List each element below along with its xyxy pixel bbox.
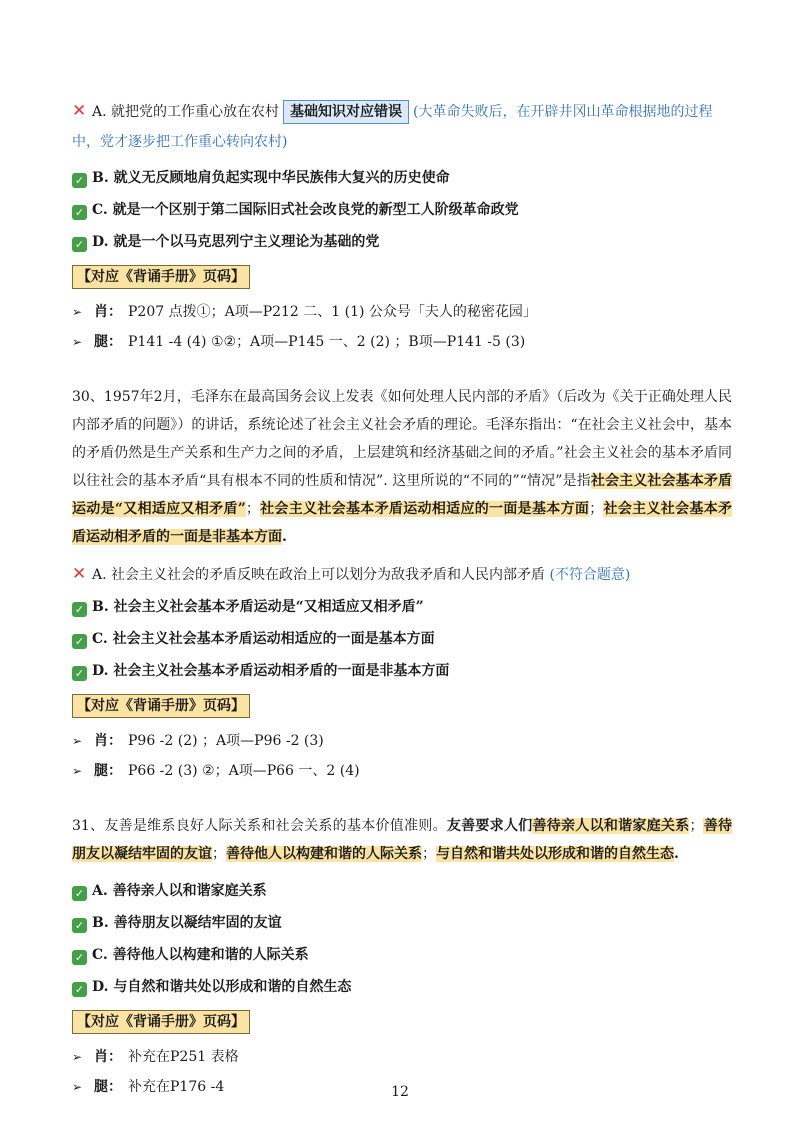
- check-icon: ✓: [72, 982, 87, 997]
- cross-icon: ✕: [72, 564, 87, 584]
- option-note: (大革命失败后，在开辟井冈山革命根据地的过程中，党才逐步把工作重心转向农村): [72, 104, 713, 150]
- q31-stem: 31、友善是维系良好人际关系和社会关系的基本价值准则。友善要求人们善待亲人以和谐家庭关系；善待朋友以凝结牢固的友谊；善待他人以构建和谐的人际关系；与自然和谐共处以形成和谐的自然生态.: [72, 818, 733, 862]
- arrow-icon: ➢: [72, 734, 83, 748]
- q29-ref-tui: ➢ 腿： P141 -4 (4) ①②；A项—P145 一、2 (2) ；B项—P141 -5 (3): [72, 327, 732, 357]
- q31-option-a: ✓ A. 善待亲人以和谐家庭关系: [72, 878, 732, 904]
- q30-ref-xiao: ➢ 肖： P96 -2 (2) ；A项—P96 -2 (3): [72, 726, 732, 756]
- q31-ref-tui: ➢ 腿： 补充在P176 -4: [72, 1072, 732, 1102]
- option-note: (不符合题意): [549, 567, 631, 583]
- arrow-icon: ➢: [72, 1080, 83, 1094]
- check-icon: ✓: [72, 237, 87, 252]
- q30-option-b: ✓ B. 社会主义社会基本矛盾运动是“又相适应又相矛盾”: [72, 594, 732, 620]
- check-icon: ✓: [72, 918, 87, 933]
- q29-option-d: ✓ D. 就是一个以马克思列宁主义理论为基础的党: [72, 229, 732, 255]
- q29-ref-xiao: ➢ 肖： P207 点拨①；A项—P212 二、1 (1) 公众号「夫人的秘密花园」: [72, 297, 732, 327]
- check-icon: ✓: [72, 666, 87, 681]
- q30-stem: 30、1957年2月，毛泽东在最高国务会议上发表《如何处理人民内部的矛盾》（后改为《关于正确处理人民内部矛盾的问题》）的讲话，系统论述了社会主义社会矛盾的理论。毛泽东指出：“在社会主义社会中，基本的矛盾仍然是生产关系和生产力之间的矛盾，上层建筑和经济基础之间的矛盾。”社会主义社会的基本矛盾同以往社会的基本矛盾“具有根本不同的性质和情况”. 这里所说的“不同的”“情况”是指社会主义社会基本矛盾运动是“又相适应又相矛盾”；社会主义社会基本矛盾运动相适应的一面是基本方面；社会主义社会基本矛盾运动相矛盾的一面是非基本方面.: [72, 389, 733, 545]
- check-icon: ✓: [72, 205, 87, 220]
- q29-option-a: [72, 96, 732, 157]
- ref-title: 【对应《背诵手册》页码】: [72, 265, 250, 289]
- check-icon: ✓: [72, 886, 87, 901]
- q30-option-a: ✕ A. 社会主义社会的矛盾反映在政治上可以划分为敌我矛盾和人民内部矛盾 (不符合题意): [72, 561, 732, 588]
- highlight: 善待亲人以和谐家庭关系: [532, 818, 690, 834]
- q31-option-b: ✓ B. 善待朋友以凝结牢固的友谊: [72, 910, 732, 936]
- q31-ref-xiao: ➢ 肖： 补充在P251 表格: [72, 1042, 732, 1072]
- highlight: 善待他人以构建和谐的人际关系: [226, 846, 422, 862]
- highlight: 社会主义社会基本矛盾运动相矛盾的一面是非基本方面: [72, 501, 733, 545]
- cross-icon: ✕: [72, 101, 87, 121]
- highlight: 社会主义社会基本矛盾运动是“又相适应又相矛盾”: [72, 473, 733, 517]
- check-icon: ✓: [72, 950, 87, 965]
- q30-ref-tui: ➢ 腿： P66 -2 (3) ②；A项—P66 一、2 (4): [72, 756, 732, 786]
- error-tag: 基础知识对应错误: [283, 100, 409, 124]
- arrow-icon: ➢: [72, 1050, 83, 1064]
- option-text: A. 就把党的工作重心放在农村: [92, 104, 280, 120]
- arrow-icon: ➢: [72, 764, 83, 778]
- highlight: 社会主义社会基本矛盾运动相适应的一面是基本方面: [259, 501, 590, 517]
- q31-option-d: ✓ D. 与自然和谐共处以形成和谐的自然生态: [72, 974, 732, 1000]
- q29-option-b: ✓ B. 就义无反顾地肩负起实现中华民族伟大复兴的历史使命: [72, 165, 732, 191]
- arrow-icon: ➢: [72, 335, 83, 349]
- q31-option-c: ✓ C. 善待他人以构建和谐的人际关系: [72, 942, 732, 968]
- q29-option-c: ✓ C. 就是一个区别于第二国际旧式社会改良党的新型工人阶级革命政党: [72, 197, 732, 223]
- page-number: 12: [391, 1084, 409, 1100]
- highlight: 善待朋友以凝结牢固的友谊: [72, 818, 733, 862]
- ref-title: 【对应《背诵手册》页码】: [72, 1010, 250, 1034]
- q30-option-d: ✓ D. 社会主义社会基本矛盾运动相矛盾的一面是非基本方面: [72, 658, 732, 684]
- check-icon: ✓: [72, 173, 87, 188]
- q30-option-c: ✓ C. 社会主义社会基本矛盾运动相适应的一面是基本方面: [72, 626, 732, 652]
- check-icon: ✓: [72, 602, 87, 617]
- ref-title: 【对应《背诵手册》页码】: [72, 694, 250, 718]
- highlight: 与自然和谐共处以形成和谐的自然生态: [436, 846, 674, 862]
- page-content: [72, 96, 732, 1102]
- check-icon: ✓: [72, 634, 87, 649]
- arrow-icon: ➢: [72, 305, 83, 319]
